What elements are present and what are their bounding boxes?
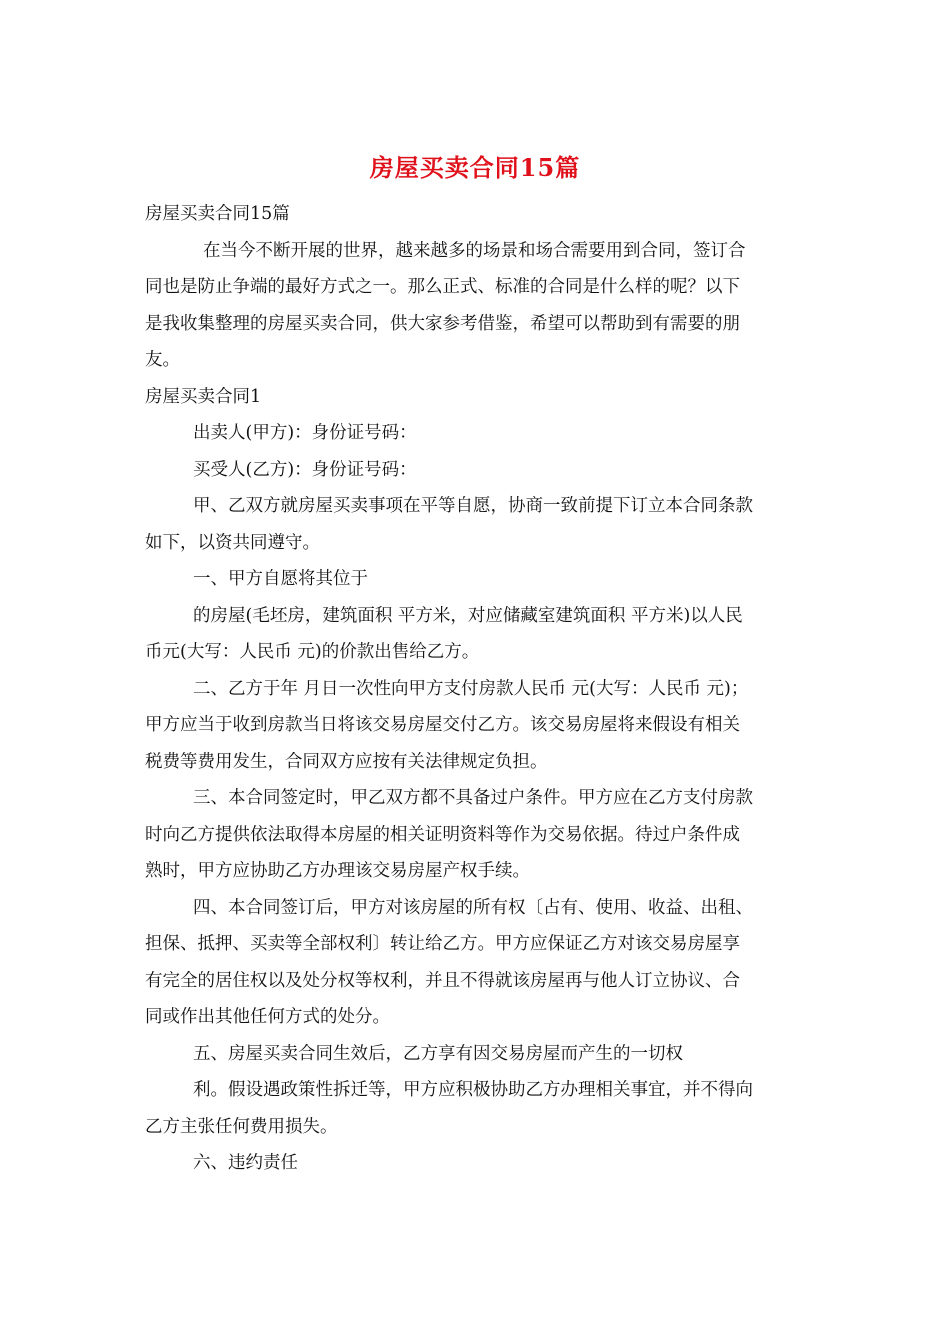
intro-line: 友。 bbox=[145, 350, 180, 370]
clause-2-line: 二、乙方于年 月日一次性向甲方支付房款人民币 元(大写：人民币 元)； bbox=[193, 678, 749, 699]
terms-paragraph bbox=[145, 488, 810, 561]
section-heading: 房屋买卖合同1 bbox=[145, 386, 262, 407]
clause-4-line: 担保、抵押、买卖等全部权利〕转让给乙方。甲方应保证乙方对该交易房屋享 bbox=[145, 934, 740, 954]
clause-4-line: 有完全的居住权以及处分权等权利，并且不得就该房屋再与他人订立协议、合 bbox=[145, 970, 740, 991]
document-body bbox=[145, 196, 810, 1182]
clause-5-line: 利。假设遇政策性拆迁等，甲方应积极协助乙方办理相关事宜，并不得向 bbox=[193, 1080, 753, 1100]
terms-line: 如下，以资共同遵守。 bbox=[145, 532, 320, 553]
clause-2-line: 甲方应当于收到房款当日将该交易房屋交付乙方。该交易房屋将来假设有相关 bbox=[145, 715, 740, 735]
clause-1-line: 币元(大写：人民币 元)的价款出售给乙方。 bbox=[145, 642, 480, 662]
buyer-line: 买受人(乙方)：身份证号码： bbox=[193, 459, 417, 480]
intro-line: 是我收集整理的房屋买卖合同，供大家参考借鉴，希望可以帮助到有需要的朋 bbox=[145, 313, 740, 334]
seller-line: 出卖人(甲方)：身份证号码： bbox=[193, 423, 417, 443]
terms-line: 甲、乙双方就房屋买卖事项在平等自愿，协商一致前提下订立本合同条款 bbox=[193, 496, 753, 516]
clause-2 bbox=[145, 671, 810, 781]
document-title: 房屋买卖合同15篇 bbox=[369, 153, 581, 182]
clause-5-line: 乙方主张任何费用损失。 bbox=[145, 1116, 338, 1137]
clause-5 bbox=[145, 1036, 810, 1146]
clause-1-head: 一、甲方自愿将其位于 bbox=[193, 569, 368, 589]
clause-1 bbox=[145, 561, 810, 671]
intro-line: 同也是防止争端的最好方式之一。那么正式、标准的合同是什么样的呢？以下 bbox=[145, 277, 740, 297]
document-subtitle: 房屋买卖合同15篇 bbox=[145, 204, 290, 224]
clause-3-line: 三、本合同签定时，甲乙双方都不具备过户条件。甲方应在乙方支付房款 bbox=[193, 788, 753, 808]
clause-1-line: 的房屋(毛坯房，建筑面积 平方米，对应储藏室建筑面积 平方米)以人民 bbox=[193, 605, 743, 626]
intro-line: 在当今不断开展的世界，越来越多的场景和场合需要用到合同，签订合 bbox=[203, 240, 746, 261]
clause-2-line: 税费等费用发生，合同双方应按有关法律规定负担。 bbox=[145, 751, 548, 772]
clause-6-head: 六、违约责任 bbox=[193, 1153, 298, 1173]
clause-3-line: 熟时，甲方应协助乙方办理该交易房屋产权手续。 bbox=[145, 861, 530, 881]
clause-4 bbox=[145, 890, 810, 1036]
intro-paragraph bbox=[145, 233, 810, 379]
clause-4-line: 同或作出其他任何方式的处分。 bbox=[145, 1007, 390, 1027]
clause-4-line: 四、本合同签订后，甲方对该房屋的所有权〔占有、使用、收益、出租、 bbox=[193, 897, 753, 918]
clause-5-head: 五、房屋买卖合同生效后，乙方享有因交易房屋而产生的一切权 bbox=[193, 1043, 683, 1064]
clause-3 bbox=[145, 780, 810, 890]
clause-3-line: 时向乙方提供依法取得本房屋的相关证明资料等作为交易依据。待过户条件成 bbox=[145, 824, 740, 845]
